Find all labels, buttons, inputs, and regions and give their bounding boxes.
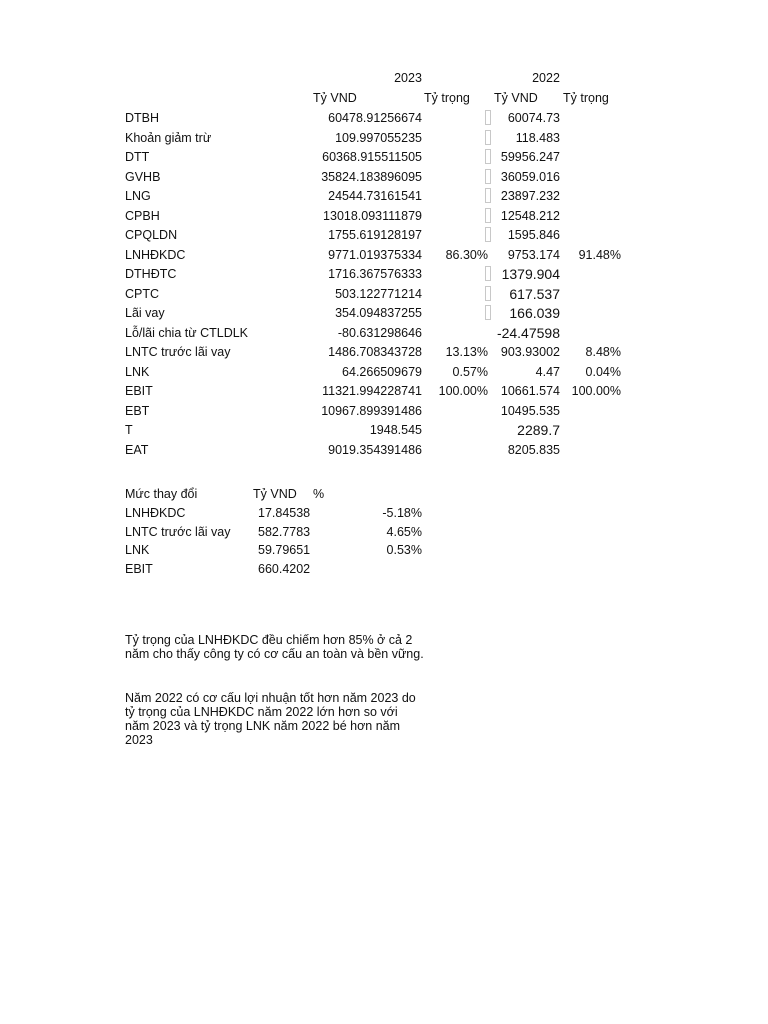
value-2023: 1755.619128197 (328, 228, 422, 242)
change-row-pct: 4.65% (386, 525, 422, 539)
row-label: CPQLDN (125, 228, 178, 242)
row-label: LNK (125, 365, 150, 379)
value-2023: 24544.73161541 (328, 189, 422, 203)
year-2023-header: 2023 (394, 71, 422, 85)
value-2023: 1486.708343728 (328, 345, 422, 359)
change-col-pct-header: % (313, 487, 325, 501)
value-2023: 60478.91256674 (328, 111, 422, 125)
change-row-vnd: 582.7783 (258, 525, 311, 539)
share-2022: 91.48% (578, 248, 621, 262)
value-2023: 10967.899391486 (321, 404, 422, 418)
col-share-2022-header: Tỷ trọng (563, 91, 609, 105)
value-2023: 9019.354391486 (328, 443, 422, 457)
value-2022: 903.93002 (500, 345, 560, 359)
row-label: T (125, 423, 133, 437)
value-2022: 166.039 (509, 305, 560, 321)
change-col-vnd-header: Tỷ VND (253, 487, 297, 501)
value-2022: -24.47598 (496, 325, 560, 341)
value-2022: 118.483 (515, 131, 560, 145)
value-2023: -80.631298646 (337, 326, 422, 340)
row-label: DTBH (125, 111, 160, 125)
col-share-2023-header: Tỷ trọng (424, 91, 470, 105)
value-2022: 617.537 (509, 286, 560, 302)
value-2023: 1948.545 (369, 423, 422, 437)
value-2022: 1379.904 (501, 266, 560, 282)
col-vnd-2023-header: Tỷ VND (313, 91, 357, 105)
value-2023: 11321.994228741 (322, 384, 422, 398)
value-2022: 10495.535 (500, 404, 560, 418)
row-label: EBT (125, 404, 150, 418)
value-2022: 60074.73 (507, 111, 560, 125)
share-2022: 0.04% (585, 365, 621, 379)
change-row-pct: 0.53% (386, 543, 422, 557)
row-label: LNHĐKDC (125, 248, 186, 262)
share-2022: 8.48% (585, 345, 621, 359)
row-label: DTT (125, 150, 150, 164)
value-2023: 35824.183896095 (321, 170, 422, 184)
row-label: Khoản giảm trừ (125, 131, 212, 145)
value-2022: 1595.846 (507, 228, 560, 242)
value-2023: 13018.093111879 (323, 209, 422, 223)
change-row-vnd: 660.4202 (258, 562, 311, 576)
change-row-vnd: 17.84538 (258, 506, 311, 520)
value-2023: 9771.019375334 (328, 248, 422, 262)
row-label: CPBH (125, 209, 160, 223)
row-label: EAT (125, 443, 149, 457)
col-vnd-2022-header: Tỷ VND (494, 91, 538, 105)
value-2022: 8205.835 (507, 443, 560, 457)
row-label: Lãi vay (125, 306, 165, 320)
change-row-label: LNTC trước lãi vay (125, 525, 231, 539)
value-2023: 64.266509679 (342, 365, 422, 379)
share-2023: 100.00% (438, 384, 488, 398)
value-2023: 60368.915511505 (322, 150, 422, 164)
row-label: LNG (125, 189, 151, 203)
value-2023: 1716.367576333 (328, 267, 422, 281)
value-2022: 12548.212 (500, 209, 560, 223)
value-2022: 2289.7 (517, 422, 560, 438)
value-2023: 503.122771214 (335, 287, 422, 301)
value-2022: 10661.574 (500, 384, 560, 398)
value-2023: 109.997055235 (335, 131, 422, 145)
change-row-vnd: 59.79651 (258, 543, 311, 557)
change-title: Mức thay đổi (125, 487, 198, 501)
change-row-pct: -5.18% (382, 506, 422, 520)
change-row-label: EBIT (125, 562, 153, 576)
row-label: DTHĐTC (125, 267, 177, 281)
note-paragraph-1: Tỷ trọng của LNHĐKDC đều chiếm hơn 85% ở cả 2 năm cho thấy công ty có cơ cấu an toàn và bền vững. (125, 633, 424, 661)
share-2022: 100.00% (571, 384, 621, 398)
value-2022: 59956.247 (500, 150, 560, 164)
value-2022: 9753.174 (507, 248, 560, 262)
row-label: Lỗ/lãi chia từ CTLDLK (125, 326, 249, 340)
value-2022: 23897.232 (500, 189, 560, 203)
value-2022: 36059.016 (500, 170, 560, 184)
share-2023: 13.13% (445, 345, 488, 359)
change-row-label: LNK (125, 543, 150, 557)
share-2023: 0.57% (452, 365, 488, 379)
row-label: CPTC (125, 287, 160, 301)
value-2023: 354.094837255 (335, 306, 422, 320)
row-label: LNTC trước lãi vay (125, 345, 231, 359)
change-row-label: LNHĐKDC (125, 506, 186, 520)
year-2022-header: 2022 (532, 71, 560, 85)
note-paragraph-2: Năm 2022 có cơ cấu lợi nhuận tốt hơn năm 2023 do tỷ trọng của LNHĐKDC năm 2022 lớn hơn so với năm 2023 và tỷ trọng LNK năm 2022 bé hơn năm 2023 (125, 691, 416, 747)
share-2023: 86.30% (445, 248, 488, 262)
row-label: EBIT (125, 384, 153, 398)
value-2022: 4.47 (535, 365, 560, 379)
row-label: GVHB (125, 170, 161, 184)
